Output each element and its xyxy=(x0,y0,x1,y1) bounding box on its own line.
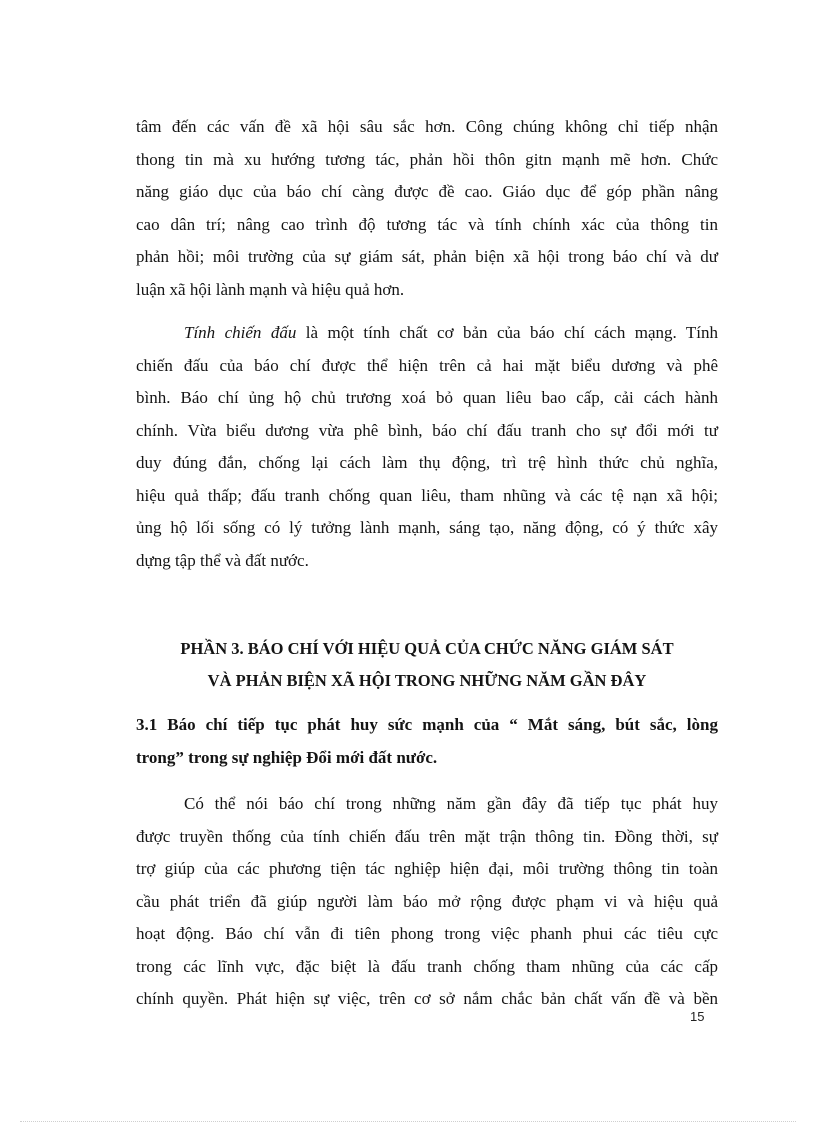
page-number: 15 xyxy=(690,1009,705,1024)
paragraph-line: luận xã hội lành mạnh và hiệu quả hơn. xyxy=(136,279,405,299)
page-bottom-divider xyxy=(20,1121,796,1122)
paragraph-line: chính quyền. Phát hiện sự việc, trên cơ sở nắm chắc bản chất vấn đề và bền xyxy=(136,989,718,1008)
paragraph-line: chiến đấu của báo chí được thể hiện trên cả hai mặt biểu dương và phê xyxy=(136,355,718,375)
paragraph-line: duy đúng đắn, chống lại cách làm thụ động, trì trệ hình thức chủ nghĩa, xyxy=(136,453,718,472)
paragraph-line: được truyền thống của tính chiến đấu trên mặt trận thông tin. Đồng thời, sự xyxy=(136,826,718,846)
italic-term: Tính chiến đấu xyxy=(184,323,297,342)
paragraph-line: tâm đến các vấn đề xã hội sâu sắc hơn. Công chúng không chỉ tiếp nhận xyxy=(136,117,718,136)
section-heading xyxy=(136,633,718,697)
subsection-heading-line: trong” trong sự nghiệp Đổi mới đất nước. xyxy=(136,747,438,767)
subsection-heading xyxy=(136,709,718,774)
paragraph-line: hiệu quả thấp; đấu tranh chống quan liêu, tham nhũng và các tệ nạn xã hội; xyxy=(136,485,718,505)
paragraph-line: cao dân trí; nâng cao trình độ tương tác và tính chính xác của thông tin xyxy=(136,214,718,234)
paragraph-line: trong các lĩnh vực, đặc biệt là đấu tranh chống tham nhũng của các cấp xyxy=(136,956,718,976)
paragraph-line: năng giáo dục của báo chí càng được đề cao. Giáo dục để góp phần nâng xyxy=(136,182,718,201)
paragraph-line: thong tin mà xu hướng tương tác, phản hồi thôn gitn mạnh mẽ hơn. Chức xyxy=(136,149,718,169)
subsection-heading-line: 3.1 Báo chí tiếp tục phát huy sức mạnh của “ Mắt sáng, bút sắc, lòng xyxy=(136,715,718,734)
paragraph-line: phản hồi; môi trường của sự giám sát, phản biện xã hội trong báo chí và dư xyxy=(136,247,718,266)
paragraph-line: cầu phát triển đã giúp người làm báo mở rộng được phạm vi và hiệu quả xyxy=(136,891,718,911)
paragraph-line: trợ giúp của các phương tiện tác nghiệp hiện đại, môi trường thông tin toàn xyxy=(136,859,718,878)
paragraph-line: dựng tập thể và đất nước. xyxy=(136,550,309,570)
paragraph-line: Có thể nói báo chí trong những năm gần đây đã tiếp tục phát huy xyxy=(184,794,718,813)
paragraph-line-rest: là một tính chất cơ bản của báo chí cách mạng. Tính xyxy=(296,323,719,342)
paragraph-first-line xyxy=(136,317,718,350)
section-heading-line: PHẦN 3. BÁO CHÍ VỚI HIỆU QUẢ CỦA CHỨC NĂNG GIÁM SÁT xyxy=(180,639,674,658)
paragraph-3 xyxy=(136,788,718,1016)
paragraph-line: ủng hộ lối sống có lý tưởng lành mạnh, sáng tạo, năng động, có ý thức xây xyxy=(136,518,718,537)
paragraph-2 xyxy=(136,317,718,577)
paragraph-line: chính. Vừa biểu dương vừa phê bình, báo chí đấu tranh cho sự đổi mới tư xyxy=(136,420,718,440)
paragraph-line: hoạt động. Báo chí vẫn đi tiên phong trong việc phanh phui các tiêu cực xyxy=(136,924,718,943)
paragraph-line: bình. Báo chí ủng hộ chủ trương xoá bỏ quan liêu bao cấp, cải cách hành xyxy=(136,388,718,407)
section-heading-line: VÀ PHẢN BIỆN XÃ HỘI TRONG NHỮNG NĂM GẦN ĐÂY xyxy=(207,671,647,690)
paragraph-1 xyxy=(136,111,718,306)
